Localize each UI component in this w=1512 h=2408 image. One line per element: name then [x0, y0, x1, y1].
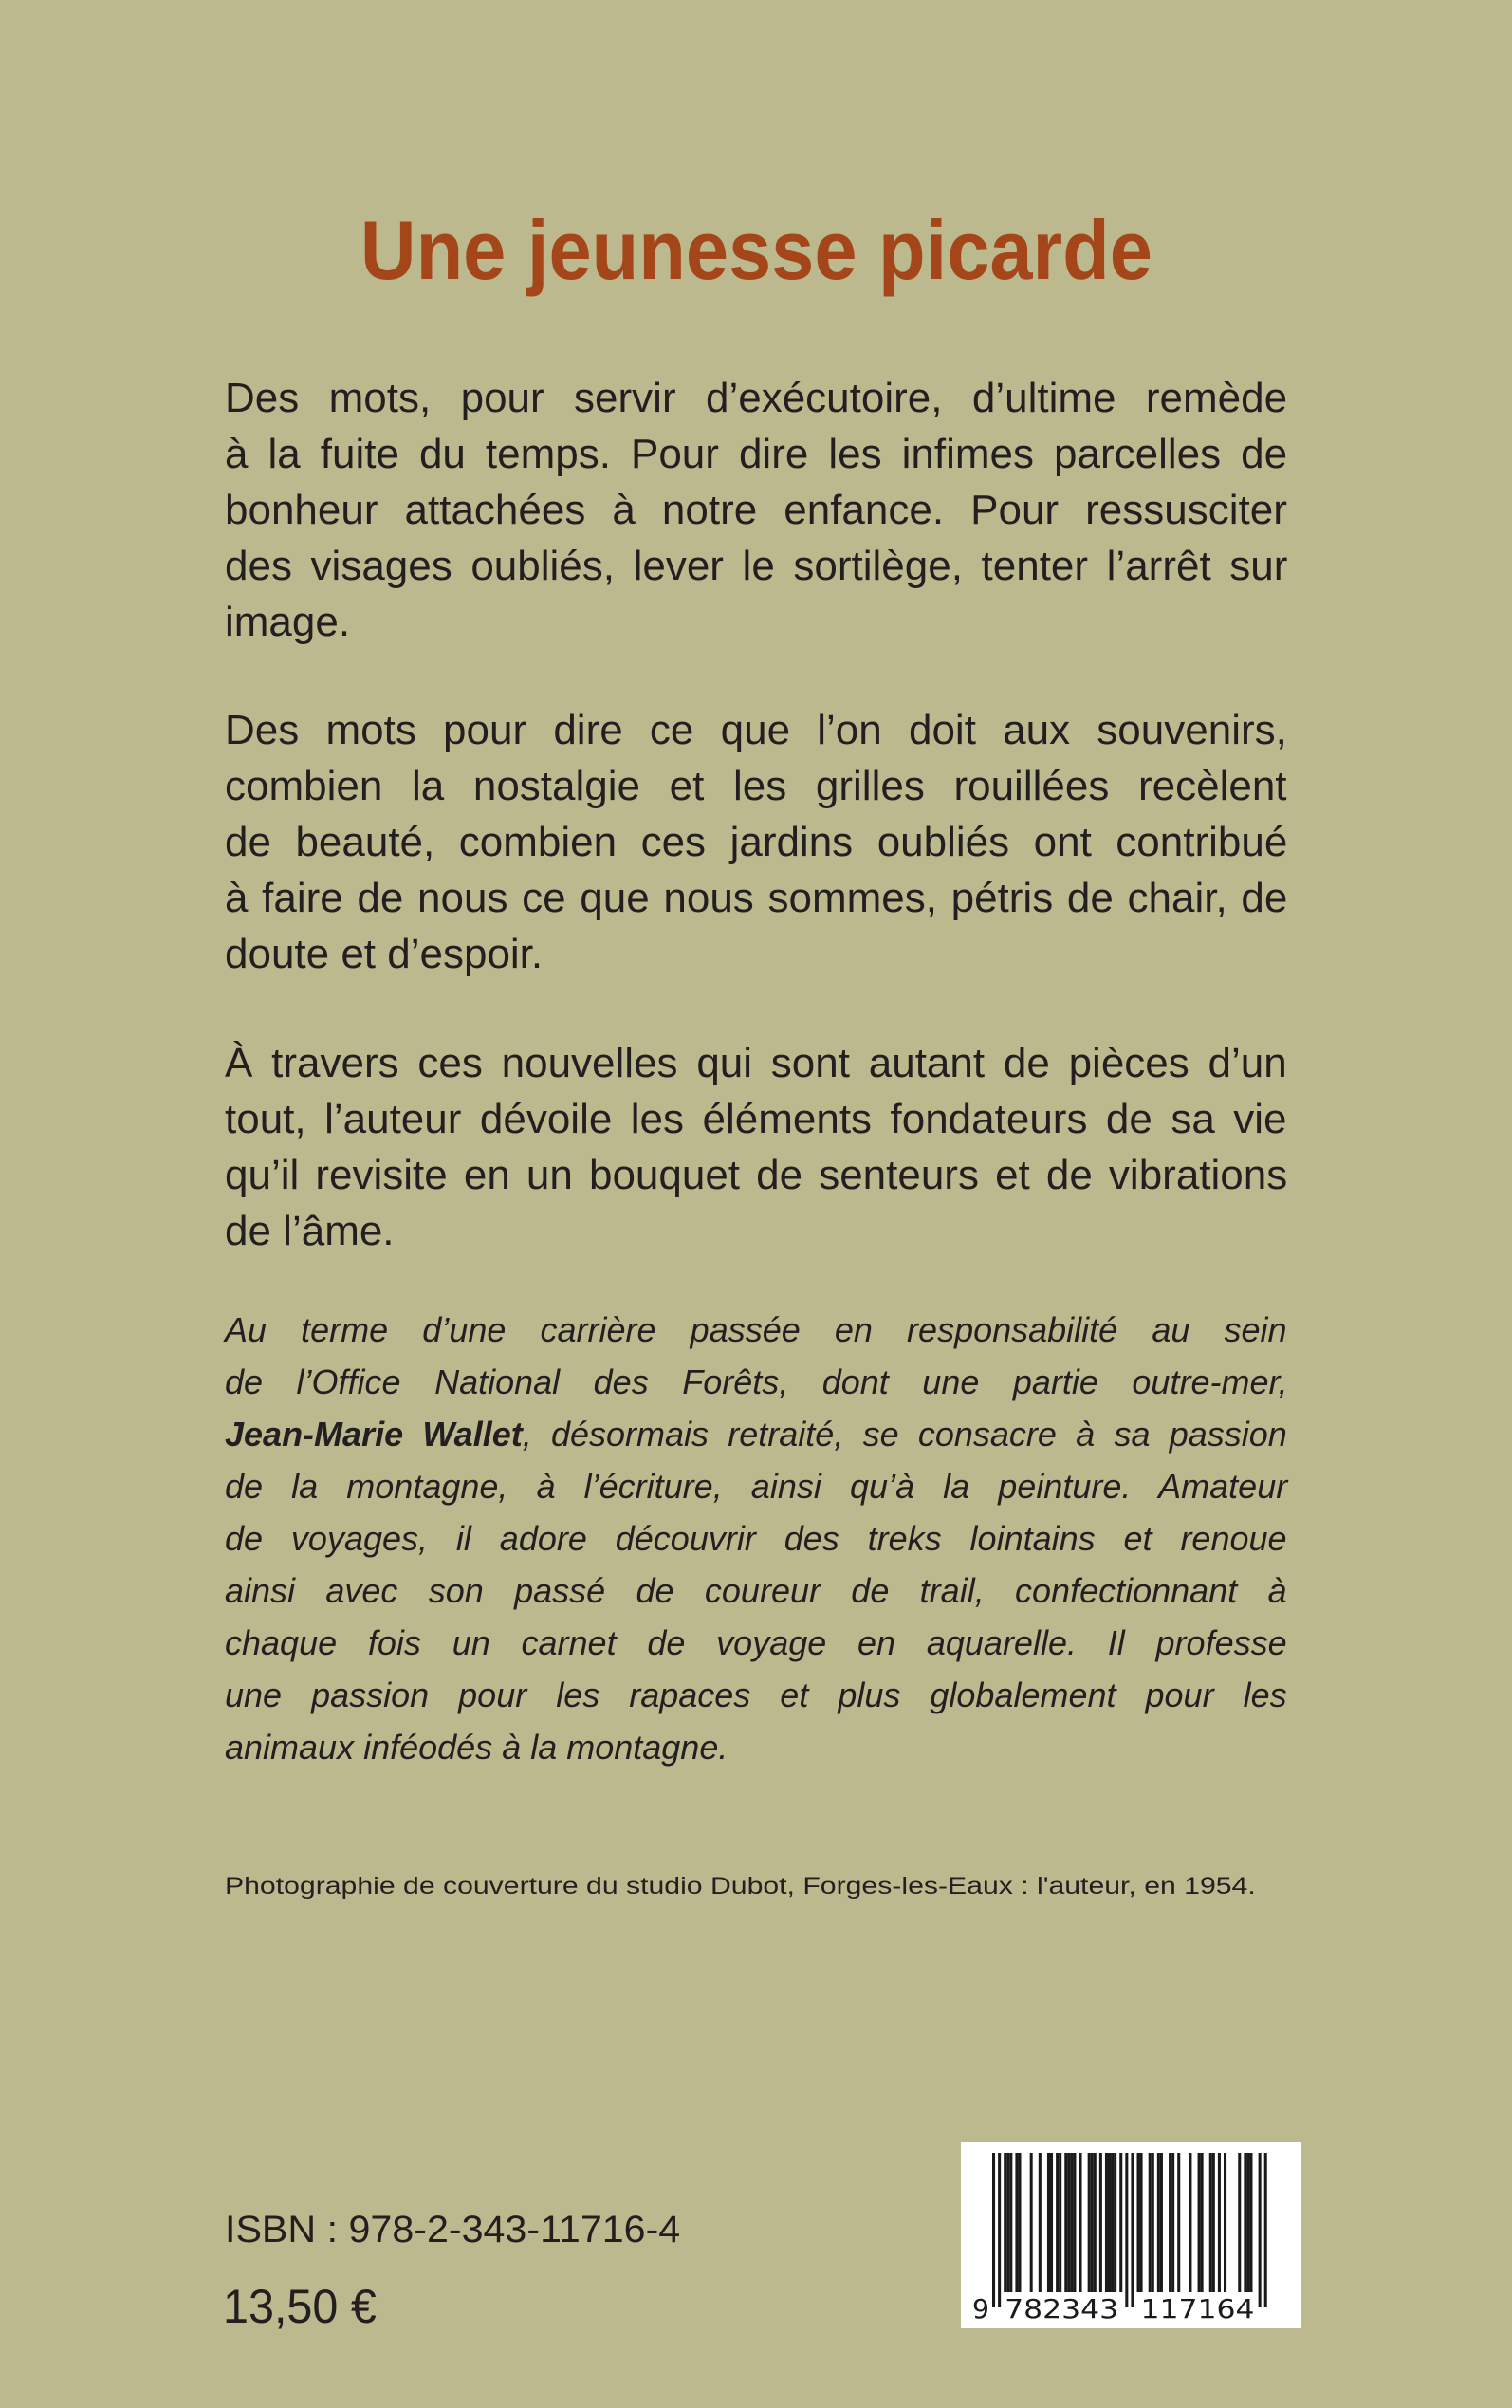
text-line: qu’il revisite en un bouquet de senteurs et de vibrations	[225, 1152, 1288, 1198]
text-line: À travers ces nouvelles qui sont autant de pièces d’un	[225, 1040, 1287, 1086]
text-line: Jean-Marie Wallet, désormais retraité, se consacre à sa passion	[225, 1415, 1287, 1454]
svg-text:782343: 782343	[1005, 2293, 1119, 2325]
text-line: tout, l’auteur dévoile les éléments fondateurs de sa vie	[225, 1096, 1287, 1142]
price-label: 13,50 €	[223, 2280, 377, 2333]
text-line: animaux inféodés à la montagne.	[225, 1728, 728, 1767]
text-line: combien la nostalgie et les grilles rouillées recèlent	[225, 763, 1287, 809]
text-line: doute et d’espoir.	[225, 931, 544, 977]
text-line: Des mots pour dire ce que l’on doit aux souvenirs,	[225, 707, 1287, 753]
text-line: de l’âme.	[225, 1208, 395, 1254]
svg-text:117164: 117164	[1140, 2293, 1255, 2325]
book-title	[0, 203, 1512, 298]
text-line: chaque fois un carnet de voyage en aquarelle. Il professe	[225, 1623, 1287, 1662]
book-title-text: Une jeunesse picarde	[360, 203, 1152, 297]
text-line: à faire de nous ce que nous sommes, pétris de chair, de	[225, 875, 1288, 921]
photo-credit: Photographie de couverture du studio Dubot, Forges-les-Eaux : l'auteur, en 1954.	[225, 1873, 1256, 1899]
barcode-bars-icon	[961, 2142, 1301, 2328]
text-line: de voyages, il adore découvrir des treks lointains et renoue	[225, 1519, 1287, 1558]
text-line: de l’Office National des Forêts, dont une partie outre-mer,	[225, 1362, 1288, 1401]
text-line: Au terme d’une carrière passée en responsabilité au sein	[225, 1310, 1287, 1349]
text-line: ainsi avec son passé de coureur de trail, confectionnant à	[225, 1571, 1287, 1610]
ean13-barcode	[961, 2142, 1301, 2328]
text-line: une passion pour les rapaces et plus globalement pour les	[225, 1676, 1287, 1714]
text-line: des visages oubliés, lever le sortilège, tenter l’arrêt sur	[225, 543, 1288, 589]
text-line: de la montagne, à l’écriture, ainsi qu’à la peinture. Amateur	[225, 1467, 1288, 1506]
text-line: Des mots, pour servir d’exécutoire, d’ultime remède	[225, 375, 1288, 421]
text-line: image.	[225, 599, 351, 645]
author-name: Jean-Marie Wallet	[225, 1415, 523, 1454]
text-line: à la fuite du temps. Pour dire les infimes parcelles de	[225, 431, 1288, 477]
text-line: bonheur attachées à notre enfance. Pour ressusciter	[225, 487, 1287, 533]
isbn-label: ISBN : 978-2-343-11716-4	[225, 2209, 681, 2251]
text-line: de beauté, combien ces jardins oubliés ont contribué	[225, 819, 1288, 865]
svg-text:9: 9	[972, 2293, 989, 2325]
